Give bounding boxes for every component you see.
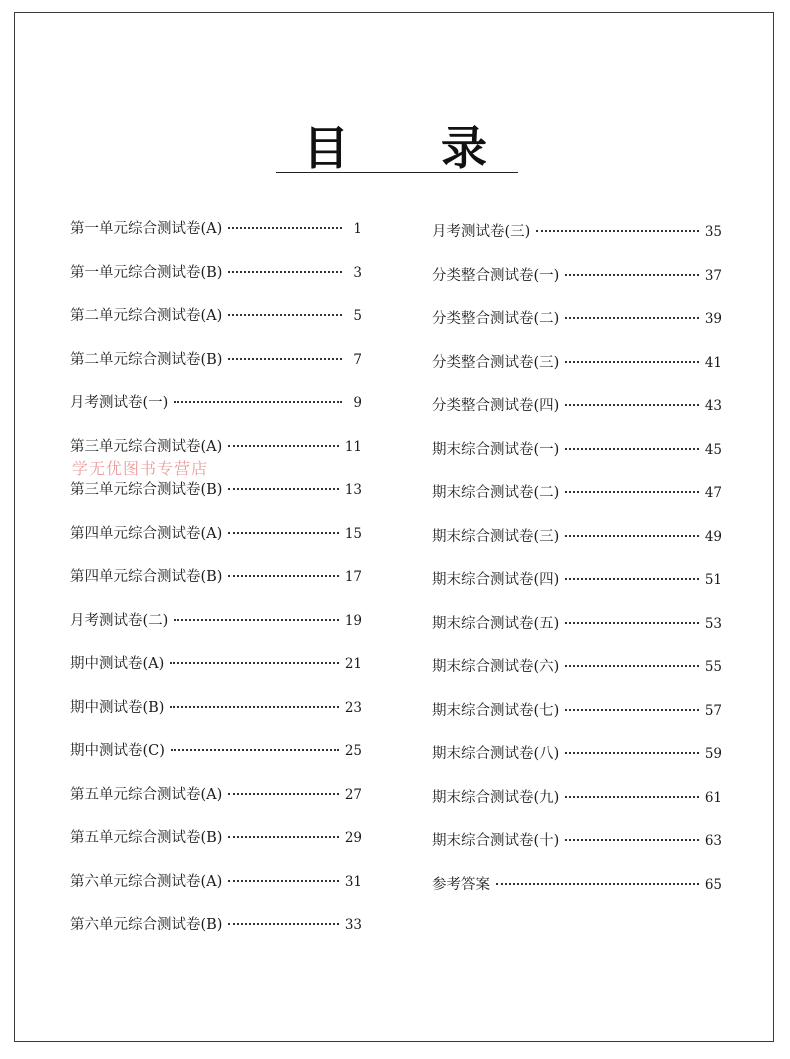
toc-entry-label: 第四单元综合测试卷(A) [70,525,223,542]
toc-entry-label: 期中测试卷(A) [70,656,165,672]
toc-entry[interactable] [70,826,362,870]
toc-entry-page-number: 13 [344,482,362,498]
toc-entry-page-number: 35 [704,224,722,240]
dot-leader [228,532,339,534]
toc-entry-label: 期末综合测试卷(五) [432,615,560,632]
toc-left-column [70,217,362,957]
dot-leader [565,448,698,450]
dot-leader [228,271,342,273]
toc-entry-page-number: 25 [344,743,362,759]
store-watermark: 学无优图书专营店 [72,459,209,478]
toc-entry[interactable] [432,699,722,743]
dot-leader [170,662,339,664]
dot-leader [228,923,338,925]
dot-leader [565,578,698,580]
toc-entry-label: 分类整合测试卷(一) [432,267,560,284]
dot-leader [496,883,699,885]
toc-entry[interactable] [432,786,722,830]
toc-entry[interactable] [432,829,722,873]
toc-entry-label: 第二单元综合测试卷(B) [70,351,223,368]
toc-entry-label: 期末综合测试卷(六) [432,659,560,675]
dot-leader [228,227,342,229]
page-title: 目 录 [302,121,525,175]
toc-entry[interactable] [70,870,362,914]
toc-entry-page-number: 59 [704,746,722,762]
dot-leader [536,230,698,232]
dot-leader [565,709,698,711]
toc-entry-label: 第三单元综合测试卷(A) [70,438,223,455]
toc-entry-label: 期中测试卷(C) [70,743,165,759]
toc-right-column [432,220,722,916]
toc-entry-label: 第三单元综合测试卷(B) [70,482,223,498]
toc-entry-label: 第二单元综合测试卷(A) [70,308,223,324]
toc-entry[interactable] [432,307,722,351]
toc-entry[interactable] [70,565,362,609]
toc-entry-page-number: 7 [353,351,362,368]
dot-leader [565,622,698,624]
toc-entry[interactable] [70,913,362,957]
toc-entry-page-number: 51 [704,572,722,588]
toc-entry-page-number: 63 [704,833,722,849]
dot-leader [228,836,338,838]
dot-leader [228,575,338,577]
toc-entry-page-number: 55 [704,659,722,675]
toc-entry-page-number: 57 [704,702,722,719]
toc-entry-page-number: 17 [344,569,362,585]
toc-entry-page-number: 27 [344,786,362,803]
toc-entry-page-number: 47 [704,485,722,501]
toc-entry[interactable] [432,220,722,264]
toc-entry[interactable] [432,525,722,569]
dot-leader [228,445,339,447]
dot-leader [228,880,339,882]
dot-leader [565,274,698,276]
toc-entry-label: 分类整合测试卷(二) [432,311,560,327]
toc-entry-label: 月考测试卷(二) [70,612,169,629]
title-underline [276,172,518,173]
toc-entry[interactable] [432,264,722,308]
dot-leader [565,796,698,798]
toc-entry[interactable] [70,217,362,261]
toc-entry[interactable] [70,696,362,740]
toc-entry-page-number: 9 [353,395,362,411]
toc-entry-page-number: 5 [353,308,362,324]
toc-entry[interactable] [70,304,362,348]
toc-entry[interactable] [432,394,722,438]
toc-entry[interactable] [432,612,722,656]
toc-entry-page-number: 21 [344,656,362,672]
toc-entry-label: 第一单元综合测试卷(B) [70,264,223,281]
toc-entry[interactable] [70,739,362,783]
toc-entry-label: 月考测试卷(一) [70,395,169,411]
dot-leader [174,401,342,403]
dot-leader [565,535,698,537]
toc-entry-label: 期末综合测试卷(九) [432,789,560,806]
toc-entry[interactable] [432,742,722,786]
dot-leader [565,665,698,667]
toc-entry-label: 第六单元综合测试卷(B) [70,917,223,933]
toc-entry-label: 第五单元综合测试卷(A) [70,786,223,803]
toc-entry-page-number: 39 [704,311,722,327]
toc-entry-page-number: 45 [704,441,722,458]
dot-leader [565,361,698,363]
toc-entry-page-number: 19 [344,612,362,629]
dot-leader [565,491,698,493]
toc-entry[interactable] [432,438,722,482]
toc-entry-label: 期末综合测试卷(七) [432,702,560,719]
dot-leader [171,749,339,751]
toc-entry-page-number: 65 [704,876,722,893]
dot-leader [565,752,698,754]
toc-entry-label: 第五单元综合测试卷(B) [70,830,223,846]
toc-entry-label: 期末综合测试卷(八) [432,746,560,762]
toc-entry-page-number: 3 [353,264,362,281]
toc-entry-label: 期末综合测试卷(一) [432,441,560,458]
toc-entry-page-number: 37 [704,267,722,284]
toc-entry[interactable] [432,655,722,699]
toc-entry-label: 期末综合测试卷(二) [432,485,560,501]
toc-entry[interactable] [70,522,362,566]
dot-leader [228,314,342,316]
toc-entry[interactable] [70,652,362,696]
toc-entry[interactable] [70,609,362,653]
toc-entry-page-number: 33 [344,917,362,933]
dot-leader [228,793,339,795]
toc-entry-label: 分类整合测试卷(三) [432,354,560,371]
toc-entry-page-number: 1 [353,221,362,237]
dot-leader [565,317,698,319]
dot-leader [174,619,338,621]
toc-entry-page-number: 15 [344,525,362,542]
dot-leader [170,706,338,708]
toc-entry-label: 月考测试卷(三) [432,224,531,240]
toc-entry-label: 期中测试卷(B) [70,699,165,716]
toc-entry[interactable] [70,783,362,827]
toc-entry-label: 期末综合测试卷(四) [432,572,560,588]
toc-entry-page-number: 11 [344,438,362,455]
toc-entry-label: 第四单元综合测试卷(B) [70,569,223,585]
toc-entry-page-number: 61 [704,789,722,806]
toc-entry-label: 分类整合测试卷(四) [432,398,560,414]
toc-entry[interactable] [70,348,362,392]
toc-entry-page-number: 43 [704,398,722,414]
toc-entry-page-number: 41 [704,354,722,371]
toc-entry[interactable] [70,478,362,522]
toc-entry[interactable] [70,261,362,305]
toc-entry-label: 期末综合测试卷(三) [432,528,560,545]
toc-entry[interactable] [432,351,722,395]
toc-entry-page-number: 53 [704,615,722,632]
dot-leader [228,358,342,360]
dot-leader [565,404,698,406]
toc-entry-page-number: 49 [704,528,722,545]
toc-entry[interactable] [432,873,722,917]
toc-entry[interactable] [432,568,722,612]
toc-entry[interactable] [432,481,722,525]
toc-entry-page-number: 31 [344,873,362,890]
toc-entry-label: 参考答案 [432,876,490,893]
dot-leader [565,839,698,841]
toc-entry-label: 第一单元综合测试卷(A) [70,221,223,237]
toc-entry-label: 期末综合测试卷(十) [432,833,560,849]
toc-entry[interactable] [70,391,362,435]
toc-entry-page-number: 29 [344,830,362,846]
dot-leader [228,488,338,490]
toc-entry-page-number: 23 [344,699,362,716]
toc-entry-label: 第六单元综合测试卷(A) [70,873,223,890]
